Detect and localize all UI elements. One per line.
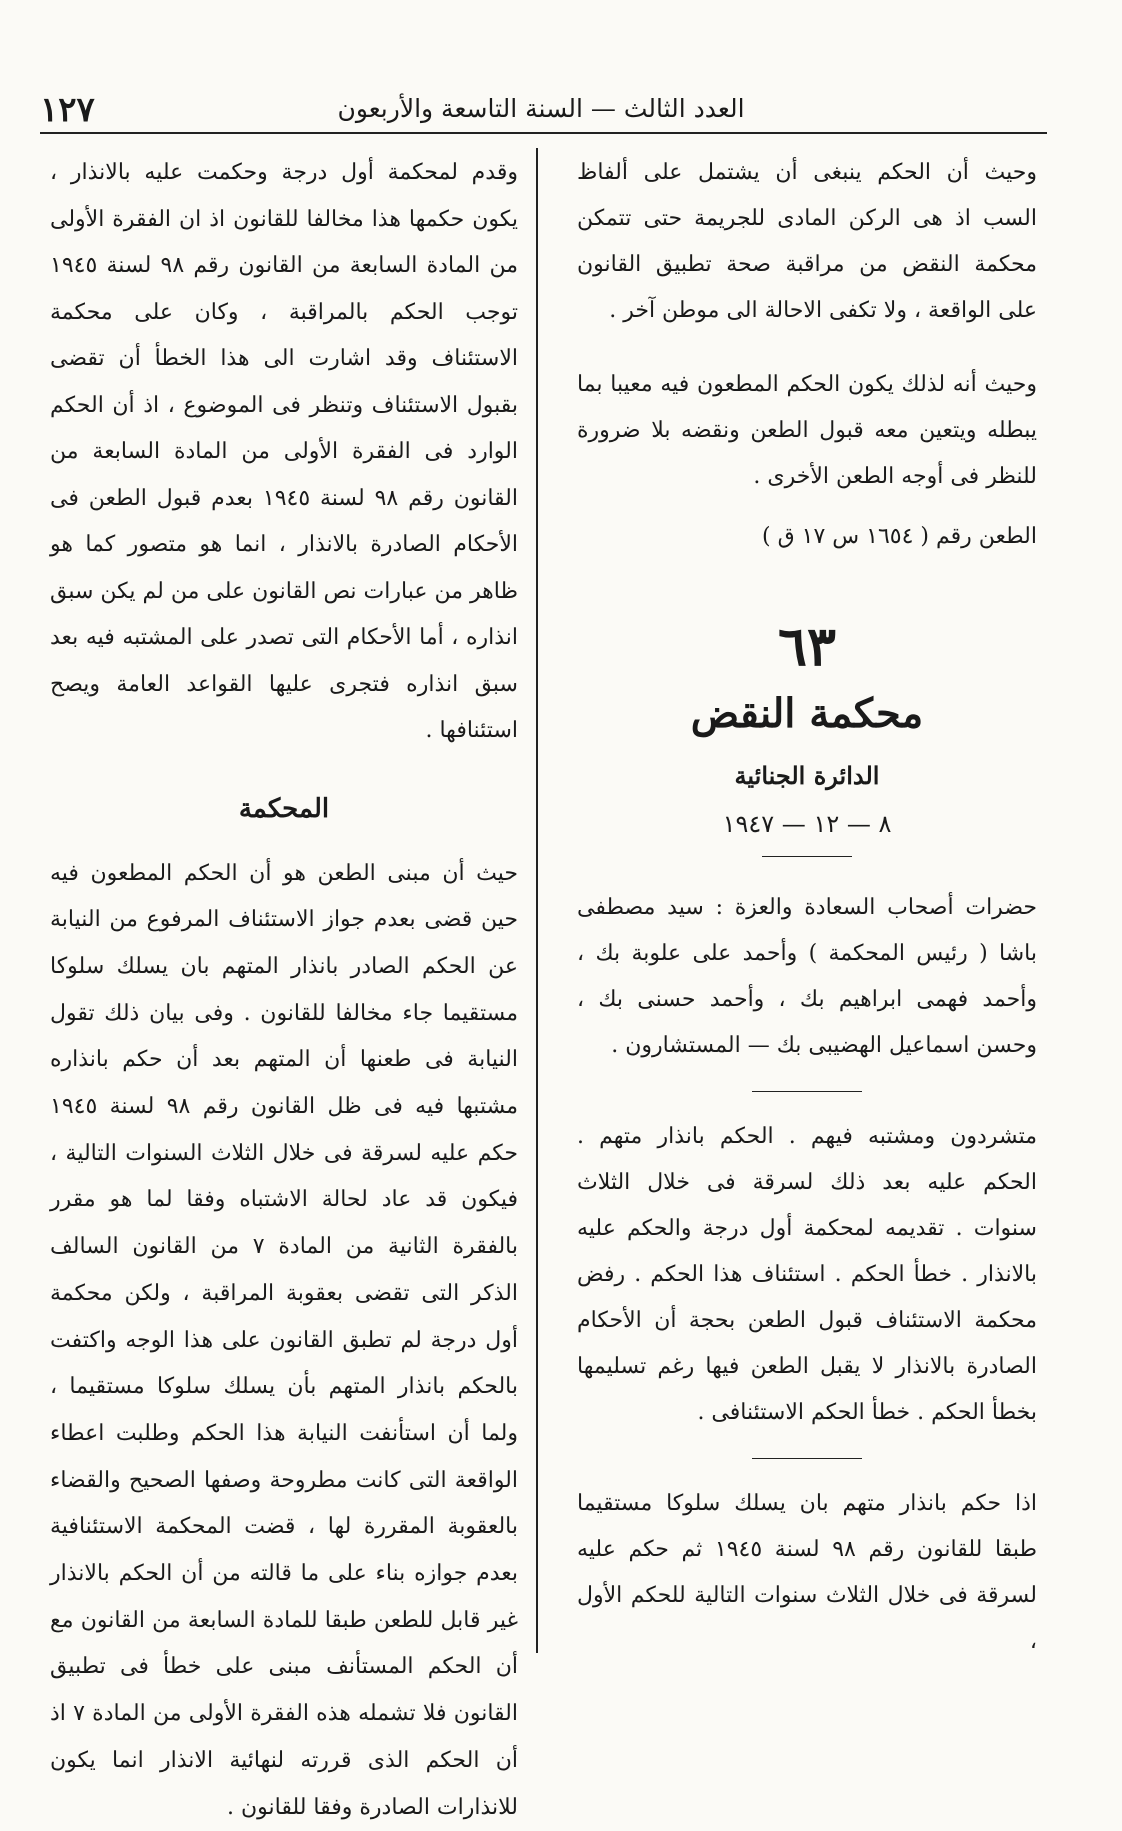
- page-number: ١٢٧: [40, 90, 95, 130]
- page-header: [40, 90, 1042, 130]
- case-number: ٦٣: [577, 616, 1037, 676]
- left-column: [50, 150, 518, 1831]
- paragraph-reasoning-1: وحيث أن الحكم ينبغى أن يشتمل على ألفاظ السب اذ هى الركن المادى للجريمة حتى تتمكن محكمة النقض من مراقبة صحة تطبيق القانون على الواقعة ، ولا تكفى الاحالة الى موطن آخر .: [577, 150, 1037, 334]
- appeal-reference: الطعن رقم ( ١٦٥٤ س ١٧ ق ): [577, 514, 1037, 560]
- header-rule: [40, 132, 1047, 134]
- divider-judges: [752, 1091, 862, 1092]
- court-name: محكمة النقض: [577, 684, 1037, 744]
- running-header-title: العدد الثالث — السنة التاسعة والأربعون: [40, 94, 1042, 123]
- right-column: [577, 150, 1037, 1665]
- divider-short: [762, 856, 852, 857]
- column-divider: [536, 148, 538, 1653]
- divider-summary: [752, 1458, 862, 1459]
- section-heading-court: المحكمة: [50, 789, 518, 829]
- judges-list: حضرات أصحاب السعادة والعزة : سيد مصطفى باشا ( رئيس المحكمة ) وأحمد على علوبة بك ، وأحمد فهمى ابراهيم بك ، وأحمد حسنى بك ، وحسن اسماعيل الهضيبى بك — المستشارون .: [577, 885, 1037, 1069]
- paragraph-reasoning-2: وحيث أنه لذلك يكون الحكم المطعون فيه معيبا بما يبطله ويتعين معه قبول الطعن ونقضه بلا ضرورة للنظر فى أوجه الطعن الأخرى .: [577, 362, 1037, 500]
- principle-continuation: وقدم لمحكمة أول درجة وحكمت عليه بالانذار ، يكون حكمها هذا مخالفا للقانون اذ ان الفقرة الأولى من المادة السابعة من القانون رقم ٩٨ لسنة ١٩٤٥ توجب الحكم بالمراقبة ، وكان على محكمة الاستئناف وقد اشارت الى هذا الخطأ أن تقضى بقبول الاستئناف وتنظر فى الموضوع ، اذ أن الحكم الوارد فى الفقرة الأولى من المادة السابعة من القانون رقم ٩٨ لسنة ١٩٤٥ بعدم قبول الطعن فى الأحكام الصادرة بالانذار ، انما هو متصور كما هو ظاهر من عبارات نص القانون على من لم يكن سبق انذاره ، أما الأحكام التى تصدر على المشتبه فيه بعد سبق انذاره فتجرى عليها القواعد العامة ويصح استئنافها .: [50, 150, 518, 755]
- legal-principle: اذا حكم بانذار متهم بان يسلك سلوكا مستقيما طبقا للقانون رقم ٩٨ لسنة ١٩٤٥ ثم حكم عليه لسرقة فى خلال الثلاث سنوات التالية للحكم الأول ،: [577, 1481, 1037, 1665]
- case-summary: متشردون ومشتبه فيهم . الحكم بانذار متهم . الحكم عليه بعد ذلك لسرقة فى خلال الثلاث سنوات . تقديمه لمحكمة أول درجة والحكم عليه بالانذار . خطأ الحكم . استئناف هذا الحكم . رفض محكمة الاستئناف قبول الطعن بحجة أن الأحكام الصادرة بالانذار لا يقبل الطعن فيها رغم تسليمها بخطأ الحكم . خطأ الحكم الاستئنافى .: [577, 1114, 1037, 1436]
- court-reasoning: حيث أن مبنى الطعن هو أن الحكم المطعون فيه حين قضى بعدم جواز الاستئناف المرفوع من النيابة عن الحكم الصادر بانذار المتهم بان يسلك سلوكا مستقيما جاء مخالفا للقانون . وفى بيان ذلك تقول النيابة فى طعنها أن المتهم بعد أن حكم بانذاره مشتبها فيه فى ظل القانون رقم ٩٨ لسنة ١٩٤٥ حكم عليه لسرقة فى خلال الثلاث السنوات التالية ، فيكون قد عاد لحالة الاشتباه وفقا لما هو مقرر بالفقرة الثانية من المادة ٧ من القانون السالف الذكر التى تقضى بعقوبة المراقبة ، ولكن محكمة أول درجة لم تطبق القانون على هذا الوجه واكتفت بالحكم بانذار المتهم بأن يسلك سلوكا مستقيما ، ولما أن استأنفت النيابة هذا الحكم وطلبت اعطاء الواقعة التى كانت مطروحة وصفها الصحيح والقضاء بالعقوبة المقررة لها ، قضت المحكمة الاستئنافية بعدم جوازه بناء على ما قالته من أن الحكم بالانذار غير قابل للطعن طبقا للمادة السابعة من القانون مع أن الحكم المستأنف مبنى على خطأ فى تطبيق القانون فلا تشمله هذه الفقرة الأولى من المادة ٧ اذ أن الحكم الذى قررته لنهائية الانذار انما يكون للانذارات الصادرة وفقا للقانون .: [50, 851, 518, 1831]
- ruling-date: ٨ — ١٢ — ١٩٤٧: [577, 806, 1037, 842]
- circuit-name: الدائرة الجنائية: [577, 756, 1037, 796]
